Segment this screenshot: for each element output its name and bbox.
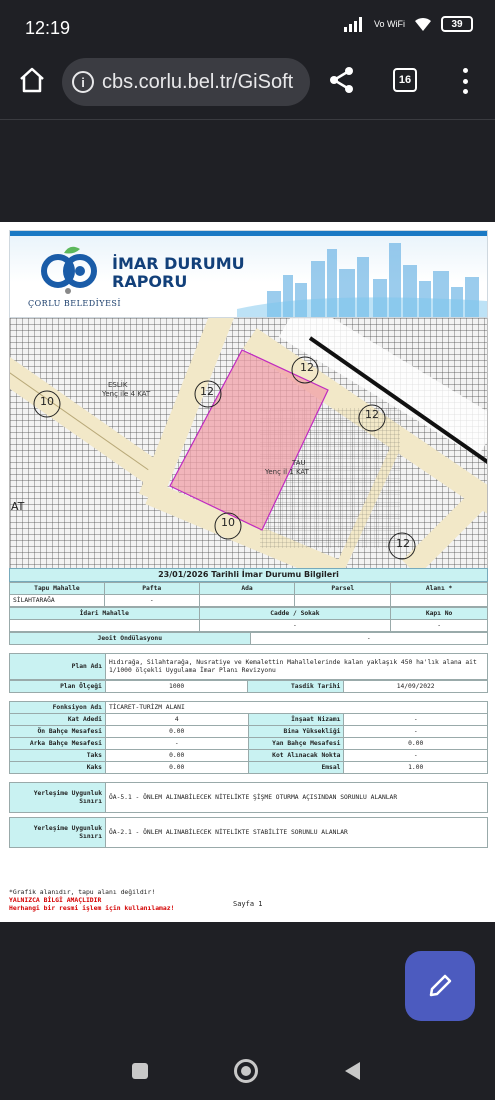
suitability-table-2 <box>9 817 488 848</box>
wifi-icon <box>413 16 433 32</box>
clock: 12:19 <box>25 18 71 38</box>
city-skyline-illustration <box>237 231 487 318</box>
header-cadde-sokak: Cadde / Sokak <box>199 608 391 620</box>
zoning-map-drawing <box>10 318 488 568</box>
value-parsel <box>295 595 391 607</box>
municipality-logo-icon <box>30 245 106 305</box>
label-tasdik: Tasdik Tarihi <box>248 681 344 693</box>
value-suitability-2: ÖA-2.1 - ÖNLEM ALINABİLECEK NİTELİKTE STABİLİTE SORUNLU ALANLAR <box>106 818 488 848</box>
value-bina: - <box>344 726 488 738</box>
label-plan-olcegi: Plan Ölçeği <box>10 681 106 693</box>
header-tapu-mahalle: Tapu Mahalle <box>10 583 105 595</box>
map-label-10-b: 10 <box>221 516 235 529</box>
map-label-12-c: 12 <box>365 408 379 421</box>
jeoit-table <box>9 632 488 645</box>
footnote-info-only: YALNIZCA BİLGİ AMAÇLIDIR <box>9 896 102 904</box>
footnote-not-official: Herhangi bir resmi işlem için kullanılamaz! <box>9 904 175 912</box>
label-yan-bahce: Yan Bahçe Mesafesi <box>248 738 344 750</box>
value-kat: 4 <box>105 714 248 726</box>
edit-fab-button[interactable] <box>405 951 475 1021</box>
title-line-2: RAPORU <box>112 272 188 291</box>
zoning-map <box>9 318 488 568</box>
plan-scale-table <box>9 680 488 693</box>
details-table <box>9 701 488 774</box>
tab-count: 16 <box>398 74 412 86</box>
map-label-at: AT <box>11 500 25 513</box>
battery-icon <box>441 16 473 32</box>
url-bar[interactable] <box>62 58 310 106</box>
map-label-12-b: 12 <box>200 385 214 398</box>
value-kot: - <box>344 750 488 762</box>
label-fonksiyon: Fonksiyon Adı <box>10 702 106 714</box>
vowifi-label: Vo WiFi <box>373 18 405 29</box>
report-title <box>112 255 245 291</box>
status-bar <box>0 0 495 58</box>
url-text[interactable]: cbs.corlu.bel.tr/GiSoft <box>102 70 294 93</box>
value-fonksiyon: TİCARET-TURİZM ALANI <box>105 702 487 714</box>
home-nav-icon[interactable] <box>234 1059 258 1083</box>
title-line-1: İMAR DURUMU <box>112 254 245 273</box>
report-content <box>9 230 488 848</box>
value-kaks: 0.00 <box>105 762 248 774</box>
label-insaat: İnşaat Nizamı <box>248 714 344 726</box>
back-icon[interactable] <box>345 1062 360 1080</box>
label-bina: Bina Yüksekliği <box>248 726 344 738</box>
value-plan-adi: Hıdırağa, Silahtarağa, Nusratiye ve Kemalettin Mahallelerinde kalan yaklaşık 450 ha'lık alana ait 1/1000 ölçekli Uygulama İmar Planı Revizyonu <box>106 654 488 680</box>
header-pafta: Pafta <box>104 583 199 595</box>
overflow-menu-icon[interactable] <box>460 68 470 94</box>
value-kapi-no: - <box>391 620 488 632</box>
map-label-12-a: 12 <box>300 361 314 374</box>
label-suitability-1: Yerleşime Uygunluk Sınırı <box>10 783 106 813</box>
map-label-eslik: ESLİK <box>108 381 128 389</box>
header-parsel: Parsel <box>295 583 391 595</box>
header-jeoit: Jeoit Ondülasyonu <box>10 633 251 645</box>
label-kaks: Kaks <box>10 762 106 774</box>
address-table <box>9 607 488 632</box>
label-taks: Taks <box>10 750 106 762</box>
value-emsal: 1.00 <box>344 762 488 774</box>
suitability-table-1 <box>9 782 488 813</box>
value-tapu-mahalle: SİLAHTARAĞA <box>10 595 105 607</box>
map-label-4-kat: Yenç ile 4 KAT <box>102 390 151 398</box>
system-nav-bar <box>0 1040 495 1100</box>
value-on-bahce: 0.00 <box>105 726 248 738</box>
value-idari-mahalle <box>10 620 200 632</box>
map-label-10-a: 10 <box>40 395 54 408</box>
header-idari-mahalle: İdari Mahalle <box>10 608 200 620</box>
plan-table <box>9 653 488 680</box>
battery-level: 39 <box>451 18 463 30</box>
label-suitability-2: Yerleşime Uygunluk Sınırı <box>10 818 106 848</box>
value-alani <box>391 595 488 607</box>
label-kat: Kat Adedi <box>10 714 106 726</box>
toolbar-divider <box>0 119 495 120</box>
browser-toolbar <box>0 58 495 120</box>
home-icon[interactable] <box>18 66 46 94</box>
parcel-info-table <box>9 582 488 607</box>
status-icons <box>344 16 473 32</box>
info-section-title: 23/01/2026 Tarihli İmar Durumu Bilgileri <box>9 568 488 582</box>
header-ada: Ada <box>199 583 295 595</box>
recents-icon[interactable] <box>132 1063 148 1079</box>
site-info-icon[interactable]: i <box>72 71 94 93</box>
value-taks: 0.00 <box>105 750 248 762</box>
label-on-bahce: Ön Bahçe Mesafesi <box>10 726 106 738</box>
value-arka-bahce: - <box>105 738 248 750</box>
value-jeoit: - <box>250 633 487 645</box>
label-arka-bahce: Arka Bahçe Mesafesi <box>10 738 106 750</box>
value-tasdik: 14/09/2022 <box>344 681 488 693</box>
label-kot: Kot Alınacak Nokta <box>248 750 344 762</box>
report-page <box>0 222 495 922</box>
header-alani: Alanı * <box>391 583 488 595</box>
label-plan-adi: Plan Adı <box>10 654 106 680</box>
value-plan-olcegi: 1000 <box>105 681 248 693</box>
map-label-1-kat: Yenç il 1 KAT <box>265 468 309 476</box>
label-emsal: Emsal <box>248 762 344 774</box>
municipality-name: ÇORLU BELEDİYESİ <box>28 299 122 308</box>
header-kapi-no: Kapı No <box>391 608 488 620</box>
pencil-icon <box>427 973 453 999</box>
report-footnote <box>9 888 174 912</box>
map-label-tau: TAU <box>292 459 306 467</box>
value-suitability-1: ÖA-5.1 - ÖNLEM ALINABİLECEK NİTELİKTE ŞİŞME OTURMA AÇISINDAN SORUNLU ALANLAR <box>106 783 488 813</box>
value-insaat: - <box>344 714 488 726</box>
signal-icon <box>344 16 366 32</box>
map-label-12-d: 12 <box>396 537 410 550</box>
value-yan-bahce: 0.00 <box>344 738 488 750</box>
tab-switcher-button[interactable] <box>393 68 417 92</box>
report-header <box>9 230 488 318</box>
value-pafta: - <box>104 595 199 607</box>
footnote-area: *Grafik alanıdır, tapu alanı değildir! <box>9 888 156 896</box>
share-icon[interactable] <box>328 66 356 94</box>
value-cadde-sokak: - <box>199 620 391 632</box>
page-number: Sayfa 1 <box>233 900 263 908</box>
value-ada <box>199 595 295 607</box>
